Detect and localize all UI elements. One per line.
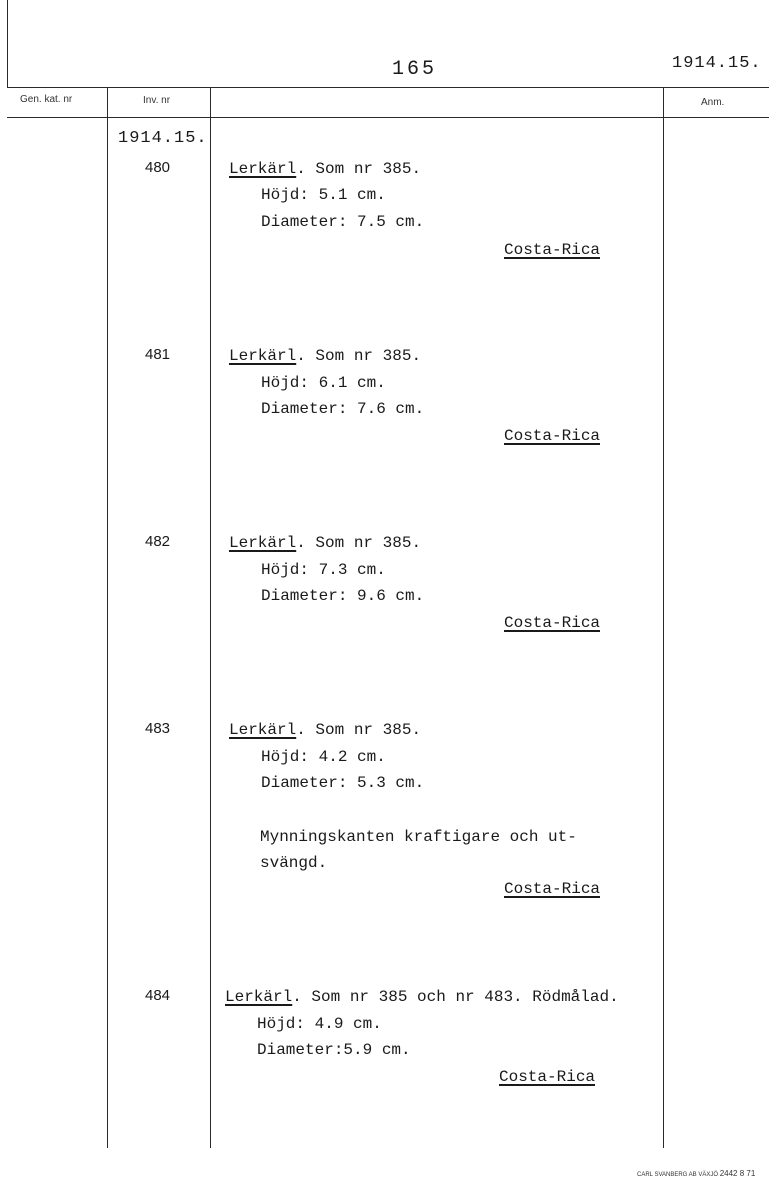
column-divider-inv-desc (210, 88, 211, 1148)
entry-diameter: Diameter:5.9 cm. (257, 1041, 411, 1059)
entry-title: Lerkärl (229, 721, 297, 739)
entry-reference: . Som nr 385. (296, 160, 422, 178)
entry-diameter: Diameter: 7.6 cm. (261, 400, 425, 418)
entry-origin: Costa-Rica (504, 241, 601, 259)
page-number: 165 (392, 58, 438, 81)
entry-height: Höjd: 4.2 cm. (261, 748, 386, 766)
entry-height: Höjd: 4.9 cm. (257, 1015, 382, 1033)
entry-description (229, 156, 421, 182)
entry-description (225, 984, 619, 1010)
inv-number: 481 (145, 346, 171, 363)
entry-diameter: Diameter: 9.6 cm. (261, 587, 425, 605)
entry-diameter: Diameter: 5.3 cm. (261, 774, 425, 792)
entry-description (229, 343, 421, 369)
column-header-anm: Anm. (701, 97, 725, 108)
entry-origin: Costa-Rica (504, 614, 601, 632)
entry-note: Mynningskanten kraftigare och ut- (260, 828, 577, 846)
inv-number: 480 (145, 159, 171, 176)
inv-number: 483 (145, 720, 171, 737)
page-left-edge (7, 0, 8, 88)
entry-description (229, 717, 421, 743)
entry-height: Höjd: 5.1 cm. (261, 186, 386, 204)
entry-description (229, 530, 421, 556)
inv-number: 482 (145, 533, 171, 550)
entry-title: Lerkärl (229, 534, 297, 552)
entry-origin: Costa-Rica (504, 427, 601, 445)
entry-title: Lerkärl (229, 160, 297, 178)
entry-title: Lerkärl (225, 988, 293, 1006)
entry-reference: . Som nr 385. (296, 721, 422, 739)
column-header-gen-kat-nr: Gen. kat. nr (20, 94, 73, 105)
header-bottom-rule (7, 117, 769, 118)
entry-origin: Costa-Rica (504, 880, 601, 898)
catalog-year: 1914.15. (672, 54, 762, 73)
printer-imprint (637, 1169, 755, 1178)
header-top-rule (7, 87, 769, 88)
entry-reference: . Som nr 385. (296, 534, 422, 552)
entry-reference: . Som nr 385 och nr 483. Rödmålad. (292, 988, 619, 1006)
column-header-inv-nr: Inv. nr (143, 95, 171, 106)
entry-height: Höjd: 7.3 cm. (261, 561, 386, 579)
entry-origin: Costa-Rica (499, 1068, 596, 1086)
entry-note-continued: svängd. (260, 854, 328, 872)
entry-title: Lerkärl (229, 347, 297, 365)
form-code: 2442 8 71 (719, 1169, 756, 1178)
inv-number: 484 (145, 987, 171, 1004)
entry-height: Höjd: 6.1 cm. (261, 374, 386, 392)
sub-year-heading: 1914.15. (118, 129, 208, 148)
printer-name: CARL SVANBERG AB VÄXJÖ (637, 1172, 719, 1178)
column-divider-desc-anm (663, 88, 664, 1148)
entry-diameter: Diameter: 7.5 cm. (261, 213, 425, 231)
entry-reference: . Som nr 385. (296, 347, 422, 365)
column-divider-gen-inv (107, 88, 108, 1148)
